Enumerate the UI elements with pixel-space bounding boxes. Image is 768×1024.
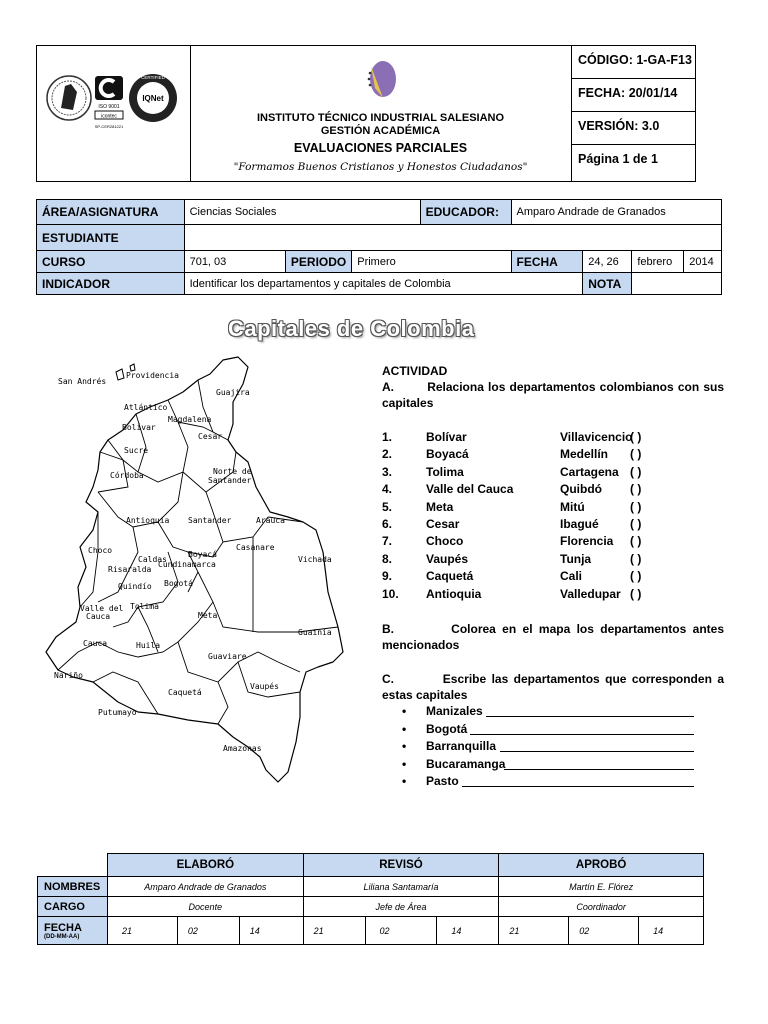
reviso-nombre: Liliana Santamaría bbox=[303, 877, 499, 897]
letter-c: C. bbox=[382, 671, 394, 686]
fecha-year: 2014 bbox=[684, 251, 722, 273]
matching-list bbox=[382, 429, 724, 603]
motto: "Formamos Buenos Cristianos y Honestos Ciudadanos" bbox=[233, 161, 528, 173]
document-header bbox=[36, 45, 696, 182]
letter-a: A. bbox=[382, 380, 394, 394]
fecha-doc: FECHA: 20/01/14 bbox=[572, 79, 696, 112]
item-department: Valle del Cauca bbox=[426, 482, 514, 497]
answer-line[interactable] bbox=[462, 786, 694, 787]
item-answer-blank[interactable]: ( ) bbox=[630, 516, 642, 531]
map-label: Cesar bbox=[198, 432, 223, 441]
item-capital: Cartagena bbox=[560, 464, 619, 479]
bullet-icon: • bbox=[402, 774, 407, 789]
answer-line[interactable] bbox=[500, 751, 694, 752]
capital-name: Pasto bbox=[426, 774, 459, 789]
item-department: Choco bbox=[426, 534, 464, 549]
bullet-icon: • bbox=[402, 756, 407, 771]
item-department: Tolima bbox=[426, 464, 464, 479]
corner-cell bbox=[38, 854, 108, 877]
capital-name: Bucaramanga bbox=[426, 756, 506, 771]
fecha-footer-label bbox=[38, 917, 108, 945]
cargo-label: CARGO bbox=[38, 897, 108, 917]
fecha-month: febrero bbox=[632, 251, 684, 273]
codigo: CÓDIGO: 1-GA-F13 bbox=[572, 46, 696, 79]
reviso-cargo: Jefe de Área bbox=[303, 897, 499, 917]
icontec-logo bbox=[95, 76, 124, 129]
aprobo-day: 21 bbox=[499, 917, 569, 945]
institution-name: INSTITUTO TÉCNICO INDUSTRIAL SALESIANO bbox=[256, 112, 505, 124]
item-capital: Villavicencio bbox=[560, 430, 633, 444]
item-answer-blank[interactable]: ( ) bbox=[630, 482, 642, 497]
aprobo-cargo: Coordinador bbox=[499, 897, 704, 917]
capital-item bbox=[382, 756, 724, 774]
map-label: Tolima bbox=[130, 602, 159, 611]
fecha-days: 24, 26 bbox=[583, 251, 632, 273]
reviso-header: REVISÓ bbox=[303, 854, 499, 877]
item-answer-blank[interactable]: ( ) bbox=[630, 569, 642, 584]
answer-line[interactable] bbox=[470, 734, 694, 735]
nota-field[interactable] bbox=[632, 273, 722, 295]
header-center bbox=[190, 46, 571, 181]
logos-graphic bbox=[37, 46, 190, 181]
map-label: Sucre bbox=[124, 446, 149, 455]
activity-heading: ACTIVIDAD bbox=[382, 364, 448, 378]
answer-line[interactable] bbox=[504, 769, 694, 770]
iqnet-logo bbox=[129, 74, 177, 122]
nota-label: NOTA bbox=[583, 273, 632, 295]
item-capital: Quibdó bbox=[560, 482, 602, 497]
matching-item bbox=[382, 481, 724, 498]
educador-value: Amparo Andrade de Granados bbox=[511, 200, 722, 225]
capital-item bbox=[382, 703, 724, 721]
map-label: Magdalena bbox=[168, 415, 212, 424]
svg-text:ISO 9001: ISO 9001 bbox=[98, 104, 120, 110]
indicador-value: Identificar los departamentos y capitales de Colombia bbox=[184, 273, 583, 295]
student-info-table bbox=[36, 199, 722, 295]
bullet-icon: • bbox=[402, 703, 407, 718]
map-label: Huila bbox=[136, 641, 161, 650]
capital-item bbox=[382, 738, 724, 756]
aprobo-header: APROBÓ bbox=[499, 854, 704, 877]
elaboro-header: ELABORÓ bbox=[107, 854, 303, 877]
version: VERSIÓN: 3.0 bbox=[572, 112, 696, 145]
map-label: Santander bbox=[188, 516, 232, 525]
matching-item bbox=[382, 551, 724, 568]
map-label: Bogotá bbox=[164, 579, 193, 588]
instruction-b bbox=[382, 621, 724, 653]
svg-text:SP-CER281221: SP-CER281221 bbox=[94, 124, 124, 129]
map-label: Boyacá bbox=[188, 550, 217, 559]
periodo-value: Primero bbox=[352, 251, 511, 273]
colombia-map bbox=[38, 352, 368, 792]
activity-section bbox=[382, 363, 724, 791]
pagina: Página 1 de 1 bbox=[578, 152, 658, 166]
item-department: Caquetá bbox=[426, 569, 474, 584]
educador-label: EDUCADOR: bbox=[420, 200, 511, 225]
instruction-c-text: Escribe las departamentos que corresponden a estas capitales bbox=[382, 671, 724, 702]
instruction-a-text: Relaciona los departamentos colombianos con sus capitales bbox=[382, 380, 724, 410]
item-capital: Cali bbox=[560, 569, 583, 584]
item-capital: Mitú bbox=[560, 499, 585, 514]
map-label: Guaviare bbox=[208, 652, 247, 661]
nombres-label: NOMBRES bbox=[38, 877, 108, 897]
map-label: Cauca bbox=[83, 639, 108, 648]
item-number: 10. bbox=[382, 586, 399, 601]
reviso-month: 02 bbox=[365, 917, 437, 945]
item-department: Bolívar bbox=[426, 430, 467, 444]
certification-logos bbox=[37, 46, 191, 181]
map-label: Valle del bbox=[80, 604, 124, 613]
matching-item bbox=[382, 516, 724, 533]
item-number: 6. bbox=[382, 516, 393, 531]
aprobo-month: 02 bbox=[569, 917, 639, 945]
elaboro-nombre: Amparo Andrade de Granados bbox=[107, 877, 303, 897]
bullet-icon: • bbox=[402, 739, 407, 754]
fecha-label: FECHA bbox=[511, 251, 583, 273]
item-number: 2. bbox=[382, 447, 393, 462]
capital-item bbox=[382, 773, 724, 791]
school-seal-logo bbox=[47, 76, 91, 120]
item-number: 1. bbox=[382, 430, 393, 444]
item-number: 3. bbox=[382, 464, 393, 479]
reviso-day: 21 bbox=[303, 917, 365, 945]
item-capital: Valledupar bbox=[560, 586, 621, 601]
capital-name: Barranquilla bbox=[426, 739, 497, 754]
map-label: Guajira bbox=[216, 388, 250, 397]
department-name: GESTIÓN ACADÉMICA bbox=[320, 125, 441, 137]
elaboro-cargo: Docente bbox=[107, 897, 303, 917]
item-department: Vaupés bbox=[426, 551, 469, 566]
map-label: Atlántico bbox=[124, 403, 168, 412]
matching-item bbox=[382, 499, 724, 516]
map-label: Norte de bbox=[213, 467, 252, 476]
estudiante-label: ESTUDIANTE bbox=[37, 225, 185, 251]
aprobo-nombre: Martín E. Flórez bbox=[499, 877, 704, 897]
salesian-logo bbox=[361, 58, 401, 100]
map-label: San Andrés bbox=[58, 377, 107, 386]
map-label: Bolívar bbox=[122, 423, 156, 432]
item-answer-blank[interactable]: ( ) bbox=[630, 464, 642, 479]
map-label: Arauca bbox=[256, 516, 285, 525]
item-answer-blank[interactable]: ( ) bbox=[630, 430, 642, 444]
item-answer-blank[interactable]: ( ) bbox=[630, 586, 642, 601]
letter-b: B. bbox=[382, 621, 394, 636]
elaboro-month: 02 bbox=[177, 917, 239, 945]
capital-item bbox=[382, 721, 724, 739]
map-label: Cauca bbox=[86, 612, 111, 621]
curso-label: CURSO bbox=[37, 251, 185, 273]
fecha-footer-text: FECHA bbox=[44, 921, 82, 934]
approval-table bbox=[37, 853, 704, 945]
map-label: Córdoba bbox=[110, 471, 144, 480]
map-label: Providencia bbox=[126, 371, 179, 380]
map-label: Amazonas bbox=[223, 744, 262, 753]
indicador-label: INDICADOR bbox=[37, 273, 185, 295]
matching-item bbox=[382, 429, 724, 446]
item-answer-blank[interactable]: ( ) bbox=[630, 551, 642, 566]
item-capital: Medellín bbox=[560, 447, 609, 462]
periodo-label: PERIODO bbox=[285, 251, 351, 273]
item-number: 7. bbox=[382, 534, 393, 549]
matching-item bbox=[382, 464, 724, 481]
item-answer-blank[interactable]: ( ) bbox=[630, 499, 642, 514]
matching-item bbox=[382, 586, 724, 603]
capitals-list bbox=[382, 703, 724, 791]
area-value: Ciencias Sociales bbox=[184, 200, 420, 225]
item-number: 8. bbox=[382, 551, 393, 566]
reviso-year: 14 bbox=[437, 917, 499, 945]
matching-item bbox=[382, 568, 724, 585]
svg-text:icontec: icontec bbox=[101, 113, 117, 120]
map-label: Antioquia bbox=[126, 516, 170, 525]
map-label: Vaupés bbox=[250, 682, 279, 691]
item-number: 9. bbox=[382, 569, 393, 584]
capital-name: Manizales bbox=[426, 703, 483, 718]
map-label: Risaralda bbox=[108, 565, 152, 574]
document-control bbox=[571, 46, 696, 181]
map-label: Caldas bbox=[138, 555, 167, 564]
instruction-b-text: Colorea en el mapa los departamentos antes mencionados bbox=[382, 621, 724, 652]
map-label: Cundinamarca bbox=[158, 560, 216, 569]
item-capital: Ibagué bbox=[560, 516, 599, 531]
instruction-c bbox=[382, 671, 724, 703]
map-label: Choco bbox=[88, 546, 113, 555]
doc-title: EVALUACIONES PARCIALES bbox=[293, 141, 468, 155]
answer-line[interactable] bbox=[486, 716, 694, 717]
area-label: ÁREA/ASIGNATURA bbox=[37, 200, 185, 225]
item-department: Meta bbox=[426, 499, 454, 514]
map-label: Casanare bbox=[236, 543, 275, 552]
instruction-a bbox=[382, 379, 724, 411]
item-capital: Tunja bbox=[560, 551, 592, 566]
item-capital: Florencia bbox=[560, 534, 614, 549]
map-label: Santander bbox=[208, 476, 252, 485]
item-department: Boyacá bbox=[426, 447, 469, 462]
map-label: Caquetá bbox=[168, 688, 202, 697]
map-label: Quindío bbox=[118, 582, 152, 591]
map-label: Meta bbox=[198, 611, 218, 620]
elaboro-year: 14 bbox=[239, 917, 303, 945]
bullet-icon: • bbox=[402, 721, 407, 736]
fecha-format: (DD-MM-AA) bbox=[44, 933, 80, 940]
map-label: Nariño bbox=[54, 671, 83, 680]
svg-text:IQNet: IQNet bbox=[142, 94, 164, 103]
estudiante-field[interactable] bbox=[184, 225, 721, 251]
curso-value: 701, 03 bbox=[184, 251, 285, 273]
map-label: Vichada bbox=[298, 555, 332, 564]
matching-item bbox=[382, 533, 724, 550]
item-answer-blank[interactable]: ( ) bbox=[630, 534, 642, 549]
item-answer-blank[interactable]: ( ) bbox=[630, 447, 642, 462]
svg-text:CERTIFIED: CERTIFIED bbox=[141, 75, 165, 80]
map-label: Putumayo bbox=[98, 708, 137, 717]
item-department: Cesar bbox=[426, 516, 460, 531]
matching-item bbox=[382, 446, 724, 463]
capital-name: Bogotá bbox=[426, 721, 468, 736]
page-title: Capitales de Colombia bbox=[228, 316, 475, 341]
elaboro-day: 21 bbox=[107, 917, 177, 945]
item-department: Antioquia bbox=[426, 586, 482, 601]
map-label: Guainía bbox=[298, 628, 332, 637]
item-number: 4. bbox=[382, 482, 393, 497]
item-number: 5. bbox=[382, 499, 393, 514]
aprobo-year: 14 bbox=[639, 917, 704, 945]
